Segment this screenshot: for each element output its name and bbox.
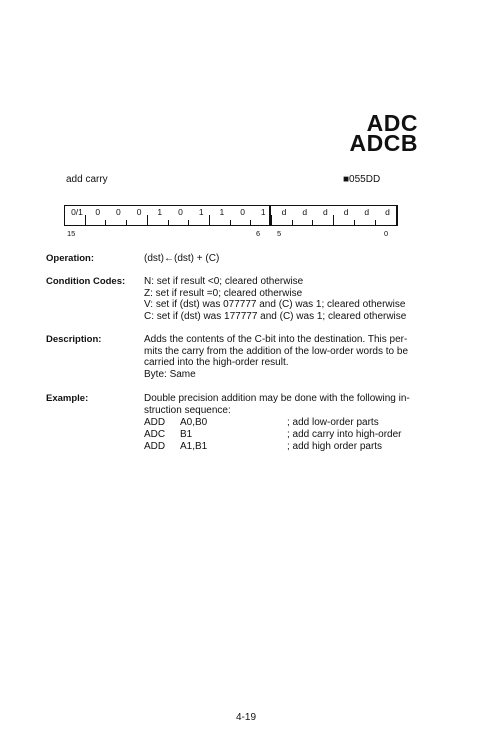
condition-v: V: set if (dst) was 077777 and (C) was 1; cleared otherwise	[144, 299, 406, 310]
opcode: ■055DD	[343, 174, 381, 185]
condition-codes-label: Condition Codes:	[46, 276, 126, 287]
description-line: Adds the contents of the C-bit into the destination. This per-	[144, 334, 408, 345]
instruction-bit: d	[364, 207, 370, 217]
example-line: struction sequence:	[144, 404, 231, 416]
instruction-bit: d	[343, 207, 349, 217]
instruction-name: add carry	[66, 174, 108, 185]
instruction-bit: d	[385, 207, 390, 217]
bit-tick	[168, 220, 169, 226]
code-args: A0,B0	[180, 417, 208, 428]
bit-number-0: 0	[384, 229, 389, 238]
bit-tick	[126, 220, 127, 226]
instruction-bit: d	[302, 207, 308, 217]
instruction-bit: d	[323, 207, 328, 217]
code-comment: ; add carry into high-order	[287, 429, 402, 440]
bit-tick	[188, 220, 189, 226]
condition-n: N: set if result <0; cleared otherwise	[144, 276, 304, 287]
bit-tick	[375, 220, 376, 226]
bit-number-5: 5	[277, 229, 282, 238]
mnemonic-adcb: ADCB	[349, 130, 418, 156]
mnemonic-adc: ADC	[366, 110, 418, 136]
bit-tick	[312, 220, 313, 226]
instruction-bit: 1	[198, 207, 204, 217]
instruction-bit: 0/1	[71, 207, 83, 217]
bit-tick	[333, 215, 334, 226]
page-number: 4-19	[236, 712, 257, 723]
instruction-bit: 0	[136, 207, 142, 217]
code-comment: ; add high order parts	[287, 441, 383, 452]
instruction-bit: 0	[240, 207, 245, 217]
code-args: A1,B1	[180, 441, 208, 452]
bit-number-6: 6	[256, 229, 261, 238]
bit-tick	[271, 215, 272, 226]
description-byte-note: Byte: Same	[144, 368, 196, 380]
description-text	[144, 334, 408, 380]
description-label: Description:	[46, 334, 102, 345]
code-op: ADD	[144, 417, 166, 428]
condition-codes-text	[144, 276, 406, 322]
operation-label: Operation:	[46, 253, 95, 264]
condition-c: C: set if (dst) was 177777 and (C) was 1; cleared otherwise	[144, 310, 407, 322]
description-line: mits the carry from the addition of the low-order words to be	[144, 345, 409, 357]
example-label: Example:	[46, 393, 89, 404]
bit-tick	[147, 215, 148, 226]
instruction-bit: 1	[157, 207, 163, 217]
instruction-bit: 0	[116, 207, 121, 217]
operation-text: (dst)←(dst) + (C)	[144, 253, 220, 264]
condition-z: Z: set if result =0; cleared otherwise	[144, 287, 303, 299]
example-line: Double precision addition may be done with the following in-	[144, 393, 410, 404]
description-line: carried into the high-order result.	[144, 357, 289, 368]
bit-tick	[250, 220, 251, 226]
code-comment: ; add low-order parts	[287, 417, 379, 428]
instruction-bit: 0	[178, 207, 183, 217]
bit-number-15: 15	[67, 229, 76, 238]
instruction-bit: 0	[95, 207, 101, 217]
bit-tick	[85, 215, 86, 226]
code-args: B1	[180, 429, 193, 440]
example-text	[144, 393, 410, 416]
code-op: ADC	[144, 429, 166, 440]
instruction-bit: d	[281, 207, 287, 217]
field-divider	[269, 205, 271, 226]
bit-tick	[292, 220, 293, 226]
instruction-bit: 1	[219, 207, 225, 217]
instruction-bit: 1	[260, 207, 266, 217]
bit-tick	[209, 215, 210, 226]
bit-tick	[230, 220, 231, 226]
bit-tick	[105, 220, 106, 226]
code-op: ADD	[144, 441, 166, 452]
bit-tick	[354, 220, 355, 226]
